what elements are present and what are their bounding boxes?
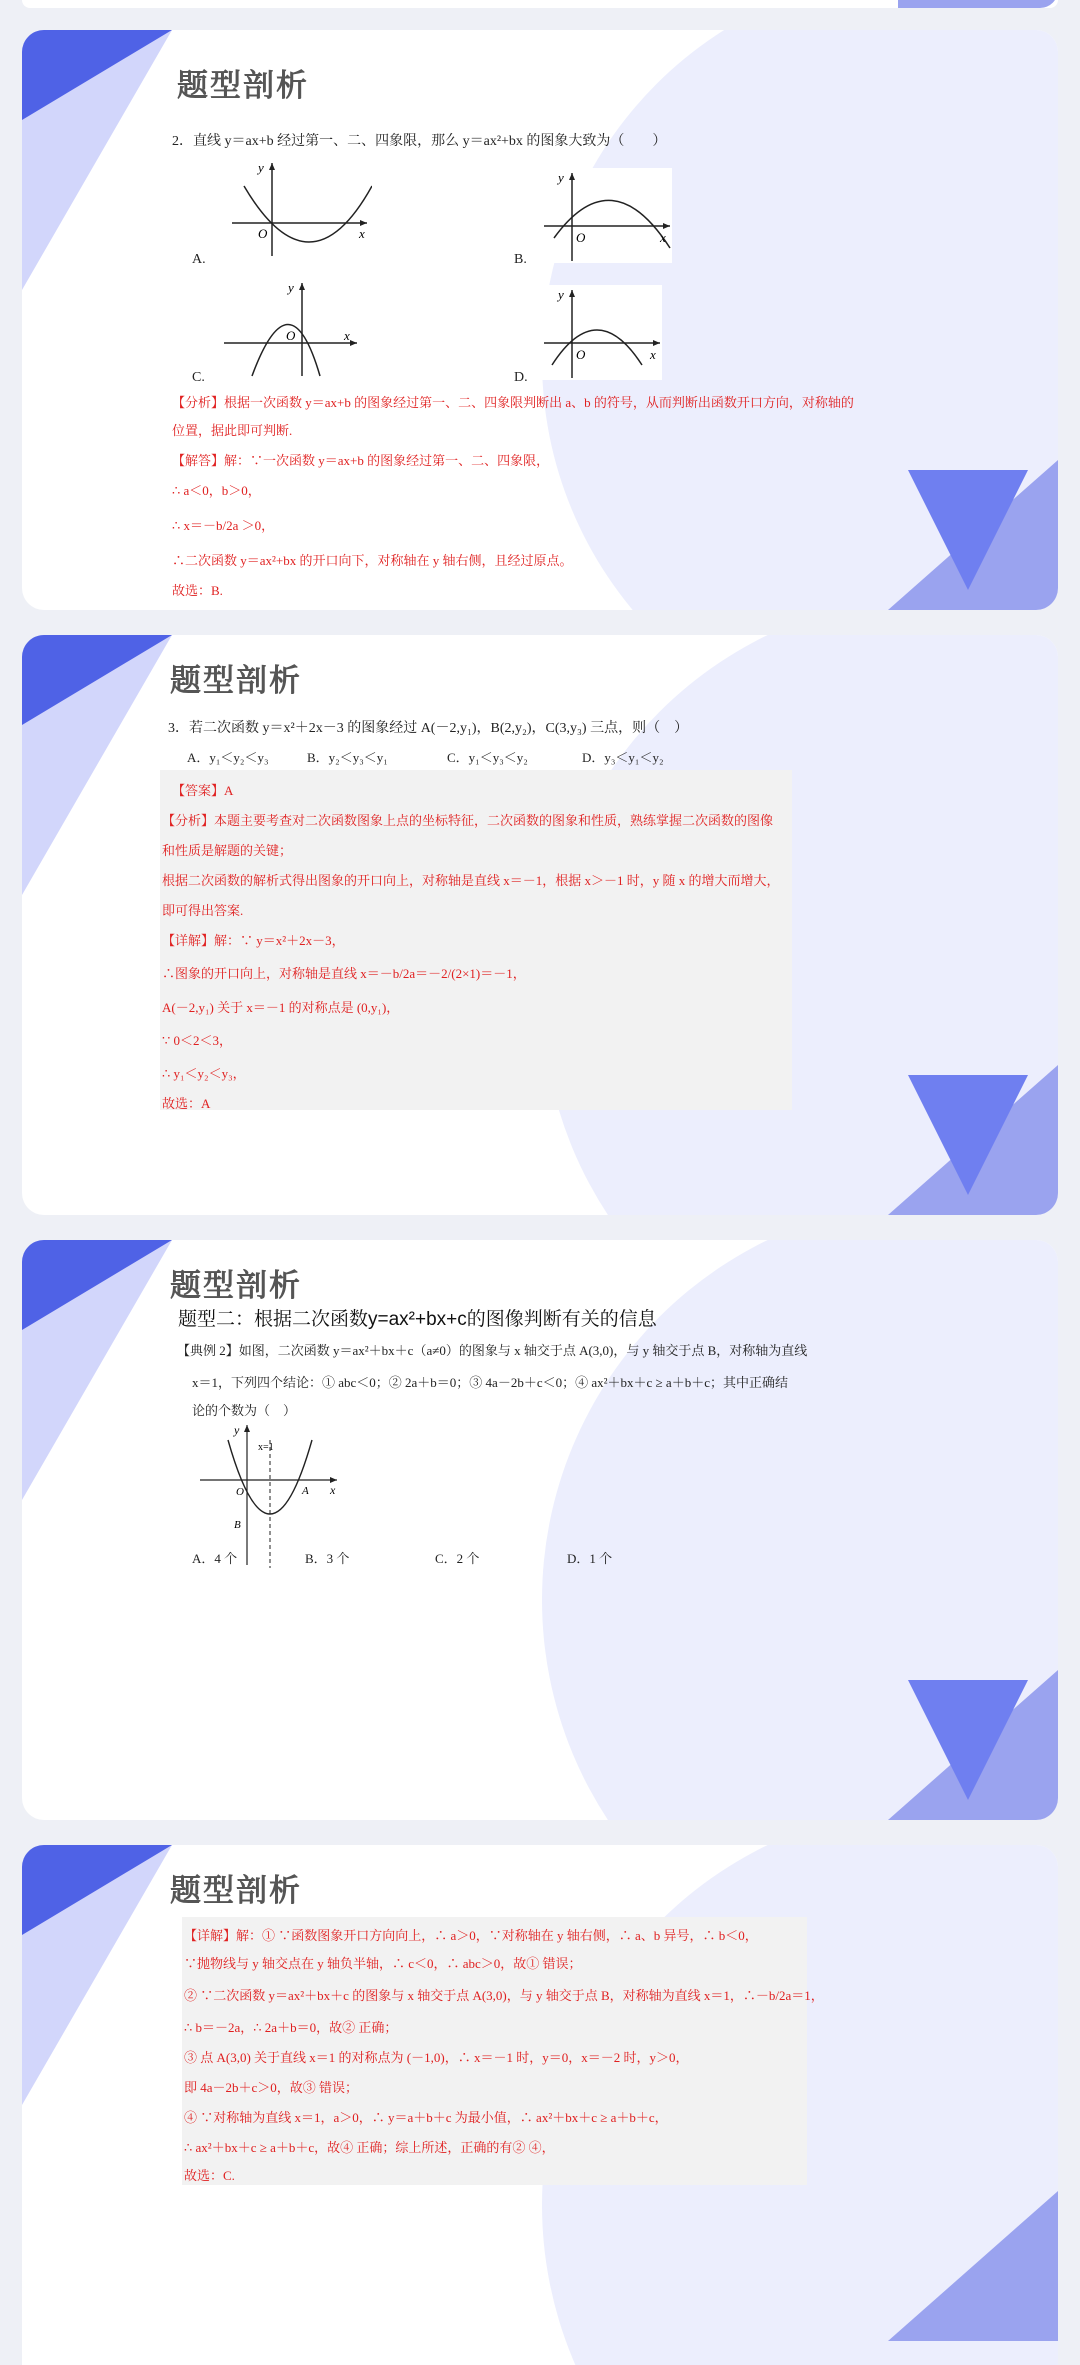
detail-line: ∴ ax²＋bx＋c ≥ a＋b＋c，故④ 正确；综上所述，正确的有② ④， — [184, 2140, 555, 2155]
origin-label: O — [286, 328, 296, 343]
detail-line: ② ∵二次函数 y＝ax²＋bx＋c 的图象与 x 轴交于点 A(3,0)，与 y 轴交于点 B，对称轴为直线 x＝1，∴－b/2a＝1， — [184, 1988, 824, 2003]
detail-line: ∵ 0＜2＜3， — [162, 1033, 233, 1048]
axis-y-label: y — [558, 170, 564, 185]
option-d-label: D. — [514, 370, 528, 385]
axis-x-label: x — [650, 347, 656, 362]
option-c: C．2 个 — [435, 1551, 480, 1566]
option-a: A．y₁＜y₂＜y₃ — [187, 750, 269, 765]
page-title: 题型剖析 — [170, 663, 302, 698]
origin-label: O — [576, 347, 586, 362]
detail-line: ③ 点 A(3,0) 关于直线 x＝1 的对称点为 (－1,0)，∴ x＝－1 时，y＝0，x＝－2 时，y＞0， — [184, 2050, 689, 2065]
page-title: 题型剖析 — [177, 68, 309, 103]
corner-decoration — [22, 1240, 172, 1330]
analysis-line: 【分析】本题主要考查对二次函数图象上点的坐标特征，二次函数的图象和性质，熟练掌握二次函数的图像 — [162, 813, 774, 828]
solution-line: ∴ a＜0，b＞0， — [172, 483, 261, 498]
option-d: D．y₃＜y₁＜y₂ — [582, 750, 664, 765]
detail-line: ④ ∵对称轴为直线 x＝1，a＞0，∴ y＝a＋b＋c 为最小值，∴ ax²＋bx＋c ≥ a＋b＋c， — [184, 2110, 668, 2125]
detail-line: 【详解】解：① ∵函数图象开口方向向上，∴ a＞0，∵对称轴在 y 轴右侧，∴ a、b 异号，∴ b＜0， — [184, 1928, 758, 1943]
option-b: B．3 个 — [305, 1551, 350, 1566]
detail-line: 【详解】解：∵ y＝x²＋2x－3， — [162, 933, 345, 948]
corner-triangle-dark — [908, 470, 1028, 590]
option-c-label: C. — [192, 370, 205, 385]
point-a-label: A — [302, 1485, 309, 1497]
graph-option-b — [542, 168, 672, 263]
page-title: 题型剖析 — [170, 1873, 302, 1908]
page-title: 题型剖析 — [170, 1268, 302, 1303]
analysis-line: 即可得出答案. — [162, 903, 244, 918]
analysis-line: 【分析】根据一次函数 y＝ax+b 的图象经过第一、二、四象限判断出 a、b 的符号，从而判断出函数开口方向，对称轴的 — [172, 395, 854, 410]
analysis-line: 根据二次函数的解析式得出图象的开口向上，对称轴是直线 x＝－1，根据 x＞－1 时，y 随 x 的增大而增大， — [162, 873, 780, 888]
graph-option-c — [222, 278, 362, 378]
option-b-label: B. — [514, 252, 527, 267]
section-subtitle: 题型二：根据二次函数y=ax²+bx+c的图像判断有关的信息 — [178, 1309, 657, 1330]
origin-label: O — [258, 226, 268, 241]
question-line: 论的个数为（ ） — [192, 1403, 297, 1418]
corner-decoration — [22, 1845, 172, 1935]
analysis-line: 和性质是解题的关键； — [162, 843, 293, 858]
corner-decoration — [22, 30, 172, 120]
detail-line: A(－2,y₁) 关于 x＝－1 的对称点是 (0,y₁)， — [162, 1000, 400, 1015]
origin-label: O — [576, 230, 586, 245]
detail-line: ∴图象的开口向上，对称轴是直线 x＝－b/2a＝－2/(2×1)＝－1， — [162, 966, 526, 981]
axis-x-label: x — [359, 226, 365, 241]
question-line: 【典例 2】如图，二次函数 y＝ax²＋bx＋c（a≠0）的图象与 x 轴交于点 A(3,0)，与 y 轴交于点 B，对称轴为直线 — [177, 1343, 808, 1358]
detail-line: ∴ b＝－2a，∴ 2a＋b＝0，故② 正确； — [184, 2020, 398, 2035]
question-text: 3．若二次函数 y＝x²＋2x－3 的图象经过 A(－2,y₁)，B(2,y₂)，C(3,y₃) 三点，则（ ） — [168, 721, 689, 736]
solution-line: ∴二次函数 y＝ax²+bx 的开口向下，对称轴在 y 轴右侧，且经过原点。 — [172, 553, 573, 568]
previous-card-edge — [22, 0, 1058, 8]
axis-y-label: y — [258, 160, 264, 175]
analysis-line: 位置，据此即可判断. — [172, 423, 293, 438]
question-line: x＝1，下列四个结论：① abc＜0；② 2a＋b＝0；③ 4a－2b＋c＜0；④ ax²＋bx＋c ≥ a＋b＋c；其中正确结 — [192, 1375, 788, 1390]
axis-x-label: x — [344, 328, 350, 343]
axis-y-label: y — [288, 280, 294, 295]
symmetry-axis-label: x=1 — [258, 1442, 274, 1453]
question-text: 2．直线 y＝ax+b 经过第一、二、四象限，那么 y＝ax²+bx 的图象大致为（ ） — [172, 134, 667, 149]
corner-decoration — [22, 635, 172, 725]
option-c: C．y₁＜y₃＜y₂ — [447, 750, 528, 765]
graph-option-a — [222, 158, 372, 258]
slide-card-4 — [22, 1845, 1058, 2365]
graph-option-d — [542, 285, 662, 380]
slide-card-1 — [22, 30, 1058, 610]
axis-y-label: y — [234, 1423, 240, 1437]
slide-card-2 — [22, 635, 1058, 1215]
axis-x-label: x — [660, 230, 666, 245]
final-answer: 故选：B. — [172, 583, 223, 598]
detail-line: ∵抛物线与 y 轴交点在 y 轴负半轴，∴ c＜0，∴ abc＞0，故① 错误； — [184, 1956, 582, 1971]
solution-line: 【解答】解：∵一次函数 y＝ax+b 的图象经过第一、二、四象限， — [172, 453, 550, 468]
corner-triangle — [888, 2191, 1058, 2341]
axis-y-label: y — [558, 287, 564, 302]
slide-card-3 — [22, 1240, 1058, 1820]
detail-line: ∴ y₁＜y₂＜y₃， — [162, 1066, 246, 1081]
solution-line: ∴ x＝－b/2a ＞0， — [172, 518, 275, 533]
corner-triangle-dark — [908, 1075, 1028, 1195]
option-a-label: A. — [192, 252, 206, 267]
answer-line: 【答案】A — [172, 783, 234, 798]
axis-x-label: x — [330, 1483, 336, 1497]
corner-triangle-dark — [908, 1680, 1028, 1800]
origin-label: O — [236, 1486, 244, 1498]
option-b: B．y₂＜y₃＜y₁ — [307, 750, 388, 765]
option-a: A．4 个 — [192, 1551, 238, 1566]
final-answer: 故选：C. — [184, 2168, 235, 2183]
option-d: D．1 个 — [567, 1551, 613, 1566]
point-b-label: B — [234, 1519, 241, 1531]
detail-line: 即 4a－2b＋c＞0，故③ 错误； — [184, 2080, 359, 2095]
final-answer: 故选：A — [162, 1096, 211, 1111]
